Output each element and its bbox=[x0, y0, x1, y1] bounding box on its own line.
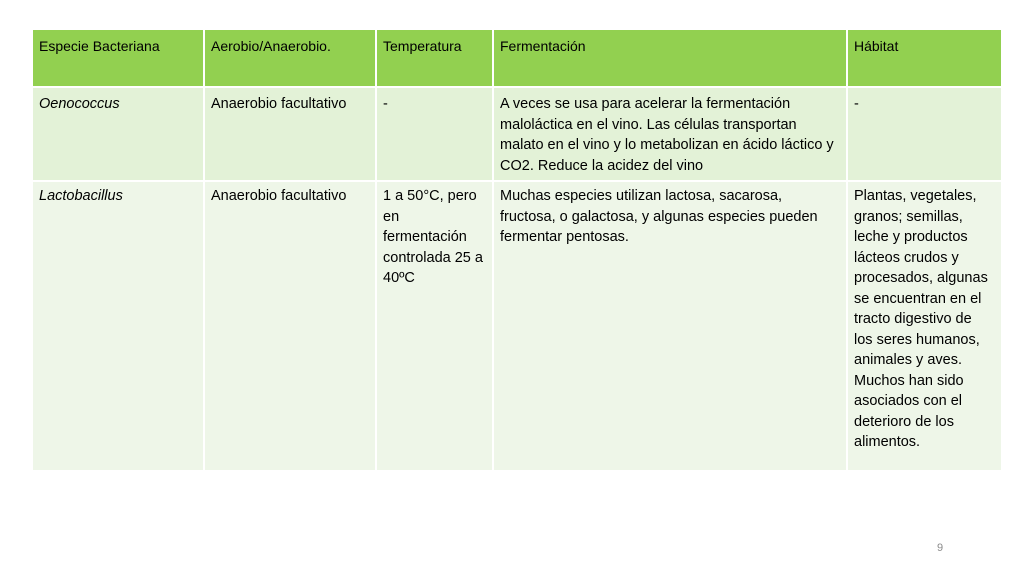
cell-fermentation: A veces se usa para acelerar la fermentación maloláctica en el vino. Las células transportan malato en el vino y lo metabolizan en ácido láctico y CO2. Reduce la acidez del vino bbox=[493, 87, 847, 181]
cell-temperature: 1 a 50°C, pero en fermentación controlada 25 a 40ºC bbox=[376, 181, 493, 471]
header-habitat: Hábitat bbox=[847, 29, 1002, 87]
header-oxygen: Aerobio/Anaerobio. bbox=[204, 29, 376, 87]
cell-species: Lactobacillus bbox=[32, 181, 204, 471]
header-fermentation: Fermentación bbox=[493, 29, 847, 87]
cell-habitat: Plantas, vegetales, granos; semillas, leche y productos lácteos crudos y procesados, algunas se encuentran en el tracto digestivo de los seres humanos, animales y aves. Muchos han sido asociados con el deterioro de los alimentos. bbox=[847, 181, 1002, 471]
table-header-row bbox=[32, 29, 1002, 87]
cell-habitat: - bbox=[847, 87, 1002, 181]
cell-species: Oenococcus bbox=[32, 87, 204, 181]
cell-oxygen: Anaerobio facultativo bbox=[204, 181, 376, 471]
header-species: Especie Bacteriana bbox=[32, 29, 204, 87]
bacteria-table bbox=[31, 28, 1003, 472]
page-number: 9 bbox=[937, 542, 944, 554]
cell-fermentation: Muchas especies utilizan lactosa, sacarosa, fructosa, o galactosa, y algunas especies pueden fermentar pentosas. bbox=[493, 181, 847, 471]
table-row bbox=[32, 87, 1002, 181]
header-temperature: Temperatura bbox=[376, 29, 493, 87]
table-row bbox=[32, 181, 1002, 471]
cell-temperature: - bbox=[376, 87, 493, 181]
cell-oxygen: Anaerobio facultativo bbox=[204, 87, 376, 181]
